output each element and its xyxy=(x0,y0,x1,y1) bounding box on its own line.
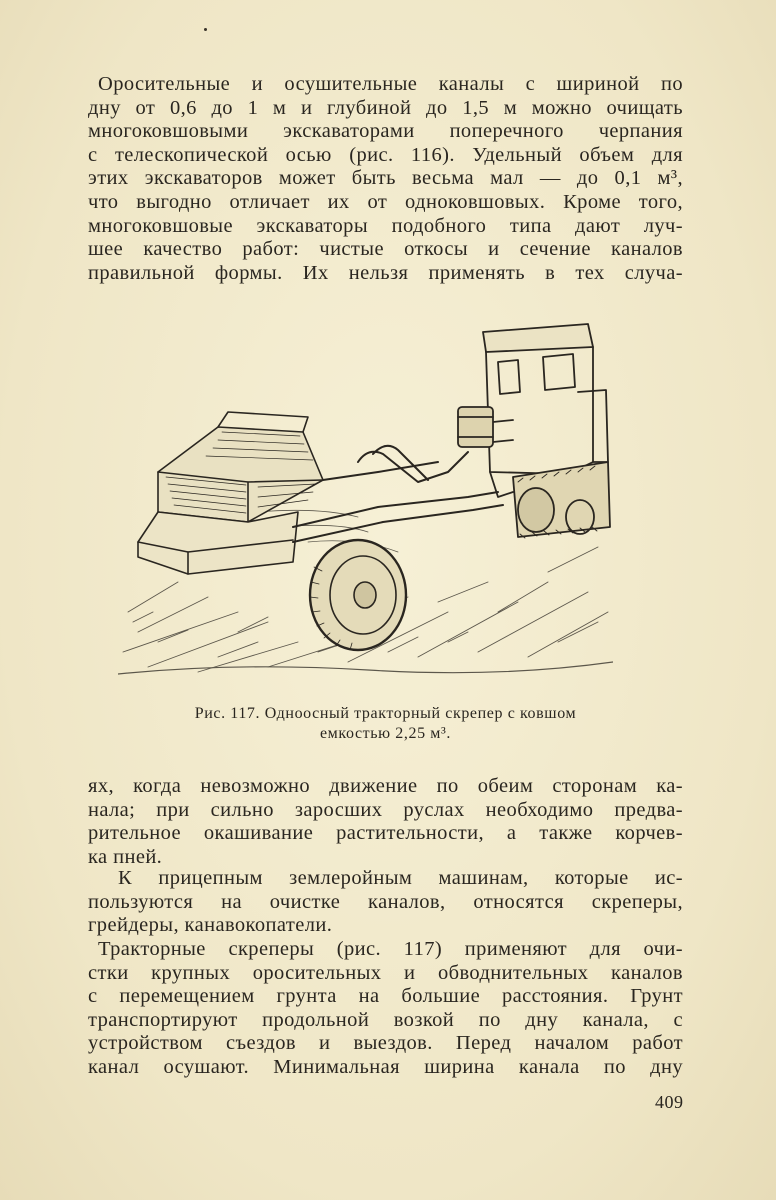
text-line: дну от 0,6 до 1 м и глубиной до 1,5 м можно очищать xyxy=(88,96,683,119)
text-line: многоковшовые экскаваторы подобного типа дают луч- xyxy=(88,214,683,237)
tractor-scraper-illustration xyxy=(118,312,613,682)
text-line: многоковшовыми экскаваторами поперечного черпания xyxy=(88,120,683,143)
text-line: К прицепным землеройным машинам, которые ис- xyxy=(118,867,683,889)
text-line: Оросительные и осушительные каналы с шириной по xyxy=(98,73,683,95)
wheel xyxy=(310,540,406,650)
paragraph-continuation xyxy=(88,775,683,869)
text-line: канал осушают. Минимальная ширина канала по дну xyxy=(88,1055,683,1078)
text-line: этих экскаваторов может быть весьма мал — до 0,1 м³, xyxy=(88,167,683,190)
text-line: устройством съездов и выездов. Перед началом работ xyxy=(88,1032,683,1055)
caption-line: Рис. 117. Одноосный тракторный скрепер с ковшом xyxy=(194,705,577,722)
paragraph-trailed-machines xyxy=(88,867,683,938)
text-line: Тракторные скреперы (рис. 117) применяют для очи- xyxy=(98,938,683,960)
paragraph-tractor-scrapers xyxy=(88,938,683,1080)
text-line: с перемещением грунта на большие расстояния. Грунт xyxy=(88,985,683,1008)
text-line: ях, когда невозможно движение по обеим сторонам ка- xyxy=(88,775,683,797)
text-line: правильной формы. Их нельзя применять в тех случа- xyxy=(88,261,683,284)
page-number: 409 xyxy=(655,1092,684,1112)
text-line: транспортируют продольной возкой по дну канала, с xyxy=(88,1008,683,1031)
text-line: грейдеры, канавокопатели. xyxy=(88,914,333,937)
caption-line: емкостью 2,25 м³. xyxy=(319,725,452,742)
paragraph-canals-excavators xyxy=(88,73,683,285)
text-line: ка пней. xyxy=(88,845,163,868)
tractor xyxy=(458,324,610,538)
text-line: нала; при сильно заросших руслах необходимо предва- xyxy=(88,798,683,821)
scraper-bucket xyxy=(138,412,323,574)
print-speck xyxy=(204,28,207,31)
text-line: рительное окашивание растительности, а также корчев- xyxy=(88,822,683,845)
figure-caption xyxy=(88,704,683,744)
text-line: шее качество работ: чистые откосы и сечение каналов xyxy=(88,238,683,261)
text-line: стки крупных оросительных и обводнительных каналов xyxy=(88,961,683,984)
text-line: что выгодно отличает их от одноковшовых. Кроме того, xyxy=(88,190,683,213)
text-line: пользуются на очистке каналов, относятся скреперы, xyxy=(88,890,683,913)
text-line: с телескопической осью (рис. 116). Удельный объем для xyxy=(88,143,683,166)
